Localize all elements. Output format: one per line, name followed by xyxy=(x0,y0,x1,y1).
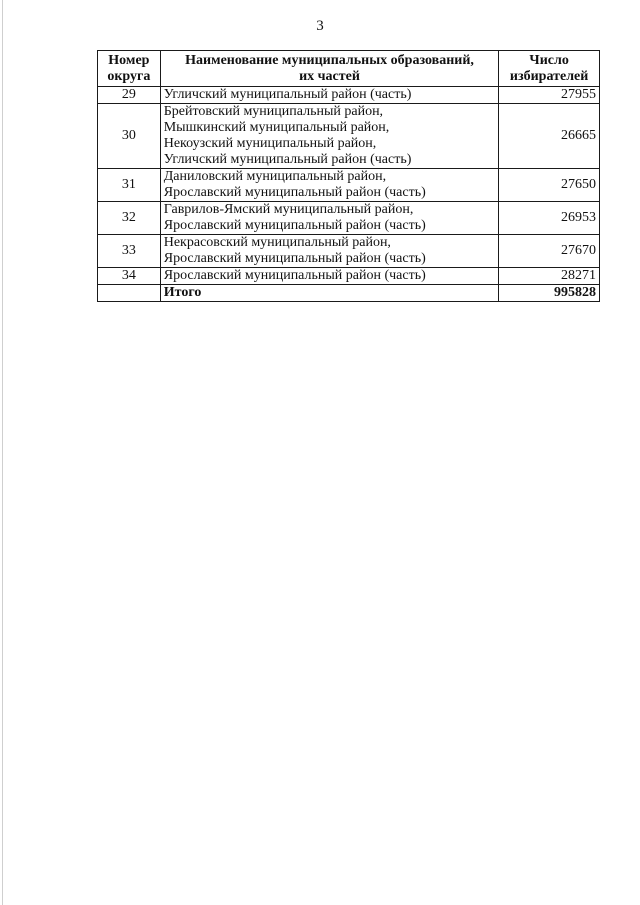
municipality-name: Ярославский муниципальный район (часть) xyxy=(160,268,499,285)
table-row xyxy=(98,169,600,202)
table-row xyxy=(98,104,600,169)
header-municipality-name: Наименование муниципальных образований, их частей xyxy=(160,51,499,87)
table-row xyxy=(98,235,600,268)
total-voter-count: 995828 xyxy=(499,285,600,302)
scan-edge-mark xyxy=(2,0,3,905)
page-number: 3 xyxy=(316,18,324,34)
table-row xyxy=(98,268,600,285)
municipality-name: Брейтовский муниципальный район, Мышкинский муниципальный район, Некоузский муниципальный район, Угличский муниципальный район (часть) xyxy=(160,104,499,169)
total-row xyxy=(98,285,600,302)
total-label: Итого xyxy=(160,285,499,302)
district-number: 33 xyxy=(98,235,161,268)
districts-table xyxy=(97,50,600,302)
municipality-name: Некрасовский муниципальный район, Ярославский муниципальный район (часть) xyxy=(160,235,499,268)
voter-count: 26953 xyxy=(499,202,600,235)
district-number: 30 xyxy=(98,104,161,169)
table-row xyxy=(98,202,600,235)
voter-count: 26665 xyxy=(499,104,600,169)
municipality-name: Даниловский муниципальный район, Ярославский муниципальный район (часть) xyxy=(160,169,499,202)
header-district-number: Номер округа xyxy=(98,51,161,87)
table-row xyxy=(98,87,600,104)
district-number: 32 xyxy=(98,202,161,235)
header-voter-count: Число избирателей xyxy=(499,51,600,87)
table-header-row xyxy=(98,51,600,87)
municipality-name: Угличский муниципальный район (часть) xyxy=(160,87,499,104)
municipality-name: Гаврилов-Ямский муниципальный район, Ярославский муниципальный район (часть) xyxy=(160,202,499,235)
voter-count: 27650 xyxy=(499,169,600,202)
total-empty-cell xyxy=(98,285,161,302)
voter-count: 28271 xyxy=(499,268,600,285)
voter-count: 27670 xyxy=(499,235,600,268)
voter-count: 27955 xyxy=(499,87,600,104)
district-number: 31 xyxy=(98,169,161,202)
district-number: 29 xyxy=(98,87,161,104)
district-number: 34 xyxy=(98,268,161,285)
